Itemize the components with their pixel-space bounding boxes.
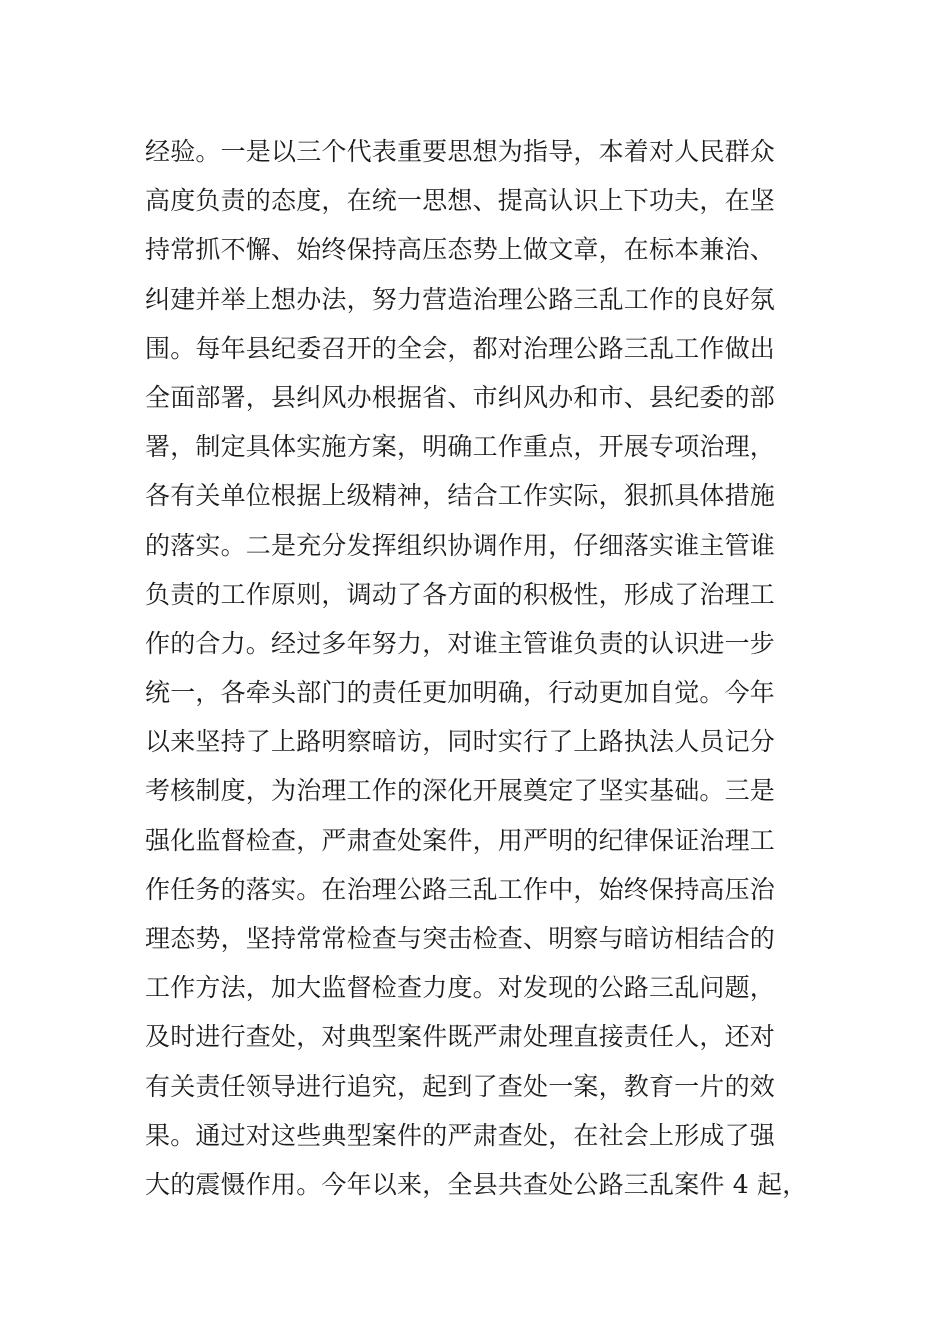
text-line: 围。每年县纪委召开的全会，都对治理公路三乱工作做出 [145,333,776,363]
text-line: 作任务的落实。在治理公路三乱工作中，始终保持高压治 [145,874,776,904]
text-line: 负责的工作原则，调动了各方面的积极性，形成了治理工 [145,579,776,609]
text-line: 强化监督检查，严肃查处案件，用严明的纪律保证治理工 [145,825,776,855]
text-line: 理态势，坚持常常检查与突击检查、明察与暗访相结合的 [145,924,776,953]
text-line: 有关责任领导进行追究，起到了查处一案，教育一片的效 [145,1071,776,1101]
text-line: 考核制度，为治理工作的深化开展奠定了坚实基础。三是 [145,776,776,806]
text-line: 各有关单位根据上级精神，结合工作实际，狠抓具体措施 [145,481,776,511]
text-line: 的落实。二是充分发挥组织协调作用，仔细落实谁主管谁 [145,530,776,560]
text-line: 纠建并举上想办法，努力营造治理公路三乱工作的良好氛 [145,284,776,314]
text-line: 统一，各牵头部门的责任更加明确，行动更加自觉。今年 [145,678,776,708]
text-line: 署，制定具体实施方案，明确工作重点，开展专项治理， [145,432,776,462]
text-line: 全面部署，县纠风办根据省、市纠风办和市、县纪委的部 [145,382,776,412]
body-text [145,127,810,1209]
text-line: 高度负责的态度，在统一思想、提高认识上下功夫，在坚 [145,186,776,216]
text-line: 经验。一是以三个代表重要思想为指导，本着对人民群众 [145,137,776,166]
text-line: 持常抓不懈、始终保持高压态势上做文章，在标本兼治、 [145,235,776,265]
text-line: 工作方法，加大监督检查力度。对发现的公路三乱问题， [145,973,776,1003]
text-line: 大的震慑作用。今年以来，全县共查处公路三乱案件 4 起， [145,1169,808,1199]
text-line: 以来坚持了上路明察暗访，同时实行了上路执法人员记分 [145,727,776,757]
text-line: 作的合力。经过多年努力，对谁主管谁负责的认识进一步 [145,628,776,658]
text-line: 果。通过对这些典型案件的严肃查处，在社会上形成了强 [145,1120,776,1150]
text-line: 及时进行查处，对典型案件既严肃处理直接责任人，还对 [145,1022,776,1052]
